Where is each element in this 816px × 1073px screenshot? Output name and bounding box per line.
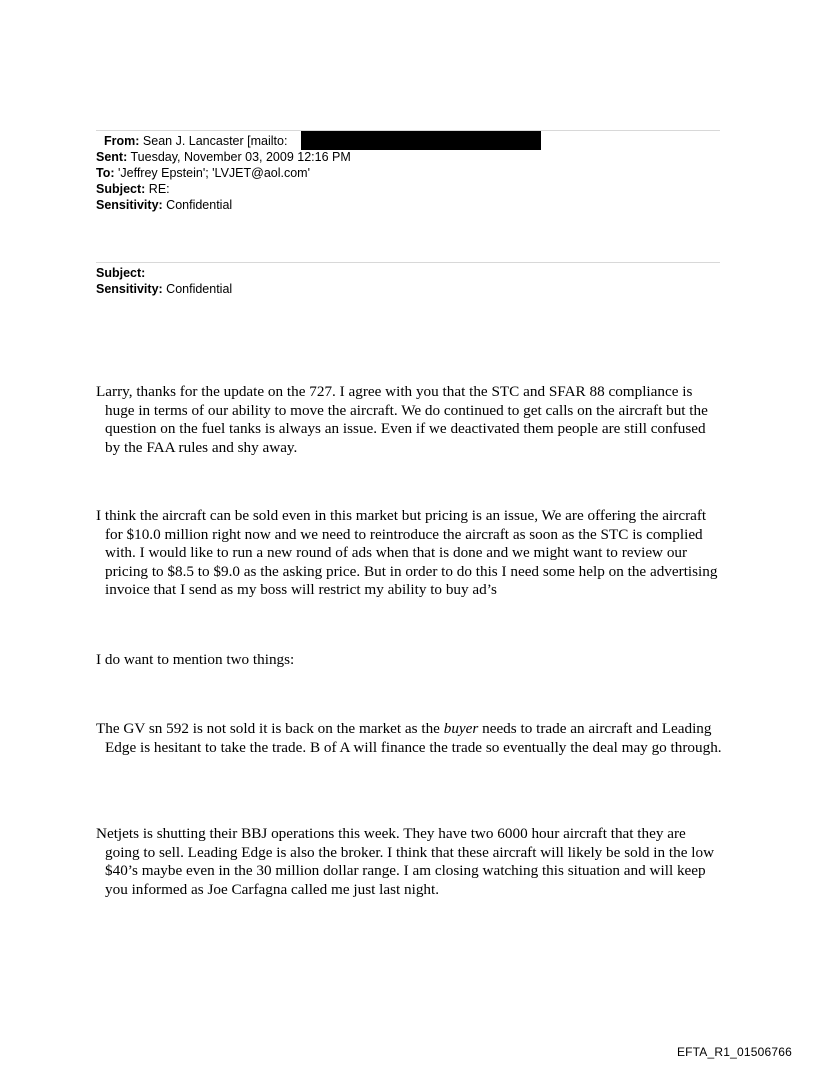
header-divider-second xyxy=(96,262,720,263)
redaction-bar xyxy=(301,131,541,150)
body-paragraph-4-end: needs to trade an aircraft and Leading Edge is hesitant to take the trade. B of A will finance the trade so eventually the deal may go through. xyxy=(105,720,722,756)
sensitivity-value-2: Confidential xyxy=(166,282,233,296)
sent-line xyxy=(96,149,351,165)
from-line xyxy=(104,133,287,149)
to-line xyxy=(96,165,310,181)
sensitivity-value: Confidential xyxy=(166,198,233,212)
document-id: EFTA_R1_01506766 xyxy=(676,1045,792,1059)
sent-label: Sent: xyxy=(96,150,128,164)
subject-value: RE: xyxy=(148,182,170,196)
sensitivity-label-2: Sensitivity: xyxy=(96,282,163,296)
body-paragraph-4-start: The GV sn 592 is not sold it is back on the market as the xyxy=(96,720,444,737)
body-paragraph-4 xyxy=(96,720,724,757)
body-paragraph-3: I do want to mention two things: xyxy=(96,651,295,668)
sensitivity-line xyxy=(96,197,232,213)
body-paragraph-2: I think the aircraft can be sold even in this market but pricing is an issue, We are offering the aircraft for $10.0 million right now and we need to reintroduce the aircraft as soon as the STC is complied with. I would like to run a new round of ads when that is done and we might want to review our pricing to $8.5 to $9.0 as the asking price. But in order to do this I need some help on the advertising invoice that I send as my boss will restrict my ability to buy ad’s xyxy=(96,507,718,599)
to-value: 'Jeffrey Epstein'; 'LVJET@aol.com' xyxy=(118,166,310,180)
body-paragraph-5: Netjets is shutting their BBJ operations this week. They have two 6000 hour aircraft that they are going to sell. Leading Edge is also the broker. I think that these aircraft will likely be sold in the low $40’s maybe even in the 30 million dollar range. I am closing watching this situation and will keep you informed as Joe Carfagna called me just last night. xyxy=(96,825,715,898)
subject-label-2: Subject: xyxy=(96,266,146,280)
to-label: To: xyxy=(96,166,115,180)
subject-line xyxy=(96,181,170,197)
sensitivity-line-2 xyxy=(96,281,232,297)
sent-value: Tuesday, November 03, 2009 12:16 PM xyxy=(130,150,351,164)
sensitivity-label: Sensitivity: xyxy=(96,198,163,212)
subject-label: Subject: xyxy=(96,182,146,196)
from-value: Sean J. Lancaster [mailto: xyxy=(142,134,288,148)
from-label: From: xyxy=(104,134,140,148)
body-paragraph-4-italic: buyer xyxy=(443,720,479,737)
body-paragraph-1: Larry, thanks for the update on the 727. I agree with you that the STC and SFAR 88 compliance is huge in terms of our ability to move the aircraft. We do continued to get calls on the aircraft but the question on the fuel tanks is always an issue. Even if we deactivated them people are still confused by the FAA rules and shy away. xyxy=(96,383,708,456)
subject-line-2 xyxy=(96,265,145,281)
